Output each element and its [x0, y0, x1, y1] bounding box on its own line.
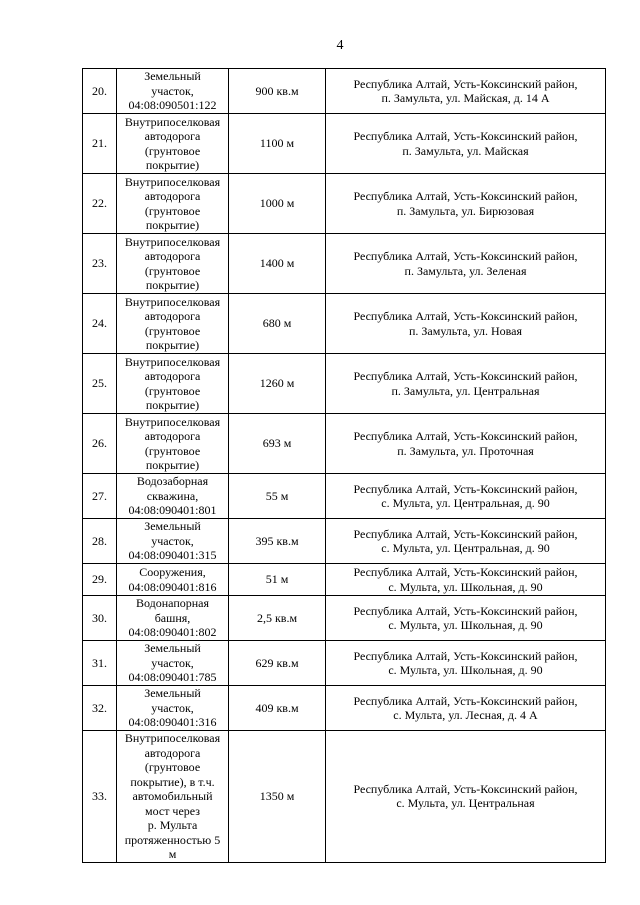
object-address: [326, 519, 606, 564]
object-name-line: участок,: [151, 655, 194, 670]
object-address: [326, 69, 606, 114]
object-address-line: с. Мульта, ул. Лесная, д. 4 А: [393, 708, 538, 722]
object-name-line: Водозаборная: [136, 474, 209, 489]
object-name-line: (грунтовое: [144, 760, 201, 774]
object-address-line: с. Мульта, ул. Школьная, д. 90: [388, 618, 543, 632]
object-size: 1260 м: [229, 354, 326, 414]
object-address-line: с. Мульта, ул. Центральная, д. 90: [381, 496, 550, 510]
object-size: 680 м: [229, 294, 326, 354]
object-size: 1100 м: [229, 114, 326, 174]
object-name-line: автомобильный: [132, 789, 213, 803]
object-address-line: Республика Алтай, Усть-Коксинский район,: [353, 781, 578, 796]
object-address: [326, 686, 606, 731]
object-name-line: покрытие): [145, 338, 200, 352]
table-row: [83, 354, 606, 414]
object-name: [117, 731, 229, 863]
object-name-line: покрытие): [145, 458, 200, 472]
object-address: [326, 641, 606, 686]
object-name-line: покрытие): [145, 398, 200, 412]
object-address-line: п. Замульта, ул. Зеленая: [404, 263, 527, 278]
object-address-line: п. Замульта, ул. Майская: [402, 143, 529, 158]
property-table: [82, 68, 606, 863]
object-name-line: автодорога: [144, 309, 201, 323]
object-size: 51 м: [229, 564, 326, 596]
object-name-line: (грунтовое: [144, 323, 201, 338]
object-name-line: Внутрипоселковая: [124, 731, 221, 745]
row-number: 32.: [83, 686, 117, 731]
object-size: 1000 м: [229, 174, 326, 234]
object-address-line: п. Замульта, ул. Центральная: [391, 383, 540, 398]
object-name-line: скважина,: [146, 488, 199, 503]
object-name-line: покрытие), в т.ч.: [130, 774, 215, 789]
object-name-line: (грунтовое: [144, 143, 201, 158]
row-number: 20.: [83, 69, 117, 114]
row-number: 28.: [83, 519, 117, 564]
object-name-line: участок,: [151, 83, 194, 98]
object-name-line: автодорога: [144, 249, 201, 263]
object-name: [117, 69, 229, 114]
table-row: [83, 731, 606, 863]
object-address-line: Республика Алтай, Усть-Коксинский район,: [353, 693, 578, 708]
object-name-line: 04:08:090401:785: [128, 670, 217, 685]
row-number: 25.: [83, 354, 117, 414]
object-address: [326, 354, 606, 414]
object-address-line: с. Мульта, ул. Школьная, д. 90: [388, 663, 543, 677]
object-size: 1400 м: [229, 234, 326, 294]
object-name: [117, 234, 229, 294]
object-name-line: 04:08:090501:122: [128, 98, 217, 113]
object-name-line: автодорога: [144, 745, 201, 760]
table-row: [83, 414, 606, 474]
object-name-line: Земельный: [144, 641, 201, 656]
object-name-line: (грунтовое: [144, 203, 201, 218]
object-name-line: (грунтовое: [144, 383, 201, 398]
object-name: [117, 474, 229, 519]
object-address-line: Республика Алтай, Усть-Коксинский район,: [353, 481, 578, 496]
table-row: [83, 564, 606, 596]
object-address-line: п. Замульта, ул. Бирюзовая: [396, 203, 535, 218]
object-name-line: Внутрипоселковая: [124, 414, 221, 429]
object-address: [326, 114, 606, 174]
object-address-line: с. Мульта, ул. Центральная, д. 90: [381, 541, 550, 555]
object-name: [117, 174, 229, 234]
row-number: 30.: [83, 596, 117, 641]
object-address-line: Республика Алтай, Усть-Коксинский район,: [353, 309, 578, 323]
row-number: 26.: [83, 414, 117, 474]
object-name-line: автодорога: [144, 129, 201, 143]
object-address-line: Республика Алтай, Усть-Коксинский район,: [353, 526, 578, 541]
row-number: 31.: [83, 641, 117, 686]
object-name: [117, 564, 229, 596]
object-name-line: мост через: [144, 803, 201, 818]
object-address-line: Республика Алтай, Усть-Коксинский район,: [353, 189, 578, 203]
object-address-line: Республика Алтай, Усть-Коксинский район,: [353, 603, 578, 618]
object-name-line: р. Мульта: [147, 818, 198, 832]
object-address: [326, 731, 606, 863]
object-name: [117, 414, 229, 474]
object-name-line: 04:08:090401:816: [128, 579, 217, 594]
object-size: 900 кв.м: [229, 69, 326, 114]
object-address-line: п. Замульта, ул. Новая: [408, 323, 523, 338]
object-name-line: Земельный: [144, 69, 201, 84]
table-row: [83, 686, 606, 731]
object-address: [326, 564, 606, 596]
table-row: [83, 596, 606, 641]
table-row: [83, 234, 606, 294]
object-address-line: Республика Алтай, Усть-Коксинский район,: [353, 129, 578, 143]
object-address: [326, 294, 606, 354]
object-address-line: Республика Алтай, Усть-Коксинский район,: [353, 429, 578, 443]
object-name-line: (грунтовое: [144, 443, 201, 458]
object-name-line: Внутрипоселковая: [124, 234, 221, 249]
object-address: [326, 234, 606, 294]
object-address: [326, 174, 606, 234]
row-number: 23.: [83, 234, 117, 294]
object-address-line: Республика Алтай, Усть-Коксинский район,: [353, 369, 578, 383]
object-address-line: с. Мульта, ул. Школьная, д. 90: [388, 579, 543, 594]
row-number: 22.: [83, 174, 117, 234]
object-size: 2,5 кв.м: [229, 596, 326, 641]
object-size: 693 м: [229, 414, 326, 474]
object-name-line: Внутрипоселковая: [124, 114, 221, 129]
object-name-line: участок,: [151, 700, 194, 715]
property-table-body: [83, 69, 606, 863]
object-address-line: с. Мульта, ул. Центральная: [396, 796, 535, 811]
object-address-line: п. Замульта, ул. Майская, д. 14 А: [381, 91, 550, 105]
row-number: 29.: [83, 564, 117, 596]
object-name: [117, 596, 229, 641]
object-name-line: Сооружения,: [139, 565, 206, 579]
object-name: [117, 294, 229, 354]
object-name-line: покрытие): [145, 218, 200, 232]
page-number: 4: [336, 38, 344, 53]
table-row: [83, 174, 606, 234]
object-name-line: Земельный: [144, 686, 201, 701]
object-name-line: 04:08:090401:801: [128, 503, 217, 518]
object-name-line: 04:08:090401:316: [128, 715, 217, 730]
object-size: 1350 м: [229, 731, 326, 863]
object-name-line: покрытие): [145, 158, 200, 172]
object-name-line: Внутрипоселковая: [124, 294, 221, 309]
object-name-line: автодорога: [144, 429, 201, 443]
object-address: [326, 414, 606, 474]
object-name-line: участок,: [151, 533, 194, 548]
object-name: [117, 114, 229, 174]
object-address-line: Республика Алтай, Усть-Коксинский район,: [353, 648, 578, 663]
object-name-line: автодорога: [144, 369, 201, 383]
object-name-line: Внутрипоселковая: [124, 354, 221, 369]
object-size: 55 м: [229, 474, 326, 519]
table-row: [83, 641, 606, 686]
object-size: 629 кв.м: [229, 641, 326, 686]
row-number: 33.: [83, 731, 117, 863]
row-number: 24.: [83, 294, 117, 354]
object-name: [117, 354, 229, 414]
object-name-line: Внутрипоселковая: [124, 174, 221, 189]
object-name-line: автодорога: [144, 189, 201, 203]
table-row: [83, 294, 606, 354]
object-name: [117, 641, 229, 686]
object-name-line: м: [168, 847, 177, 861]
object-address: [326, 474, 606, 519]
object-name-line: покрытие): [145, 278, 200, 292]
object-address-line: Республика Алтай, Усть-Коксинский район,: [353, 76, 578, 91]
object-name: [117, 686, 229, 731]
object-name: [117, 519, 229, 564]
object-address-line: п. Замульта, ул. Проточная: [397, 443, 534, 458]
row-number: 21.: [83, 114, 117, 174]
object-address-line: Республика Алтай, Усть-Коксинский район,: [353, 565, 578, 579]
object-address: [326, 596, 606, 641]
row-number: 27.: [83, 474, 117, 519]
object-name-line: Земельный: [144, 519, 201, 534]
object-size: 395 кв.м: [229, 519, 326, 564]
object-name-line: башня,: [154, 610, 191, 625]
object-size: 409 кв.м: [229, 686, 326, 731]
object-name-line: Водонапорная: [135, 596, 210, 611]
table-row: [83, 474, 606, 519]
table-row: [83, 519, 606, 564]
object-name-line: (грунтовое: [144, 263, 201, 278]
object-name-line: 04:08:090401:315: [128, 548, 217, 563]
object-name-line: протяженностью 5: [124, 832, 221, 847]
object-name-line: 04:08:090401:802: [128, 625, 217, 640]
table-row: [83, 69, 606, 114]
object-address-line: Республика Алтай, Усть-Коксинский район,: [353, 249, 578, 263]
table-row: [83, 114, 606, 174]
